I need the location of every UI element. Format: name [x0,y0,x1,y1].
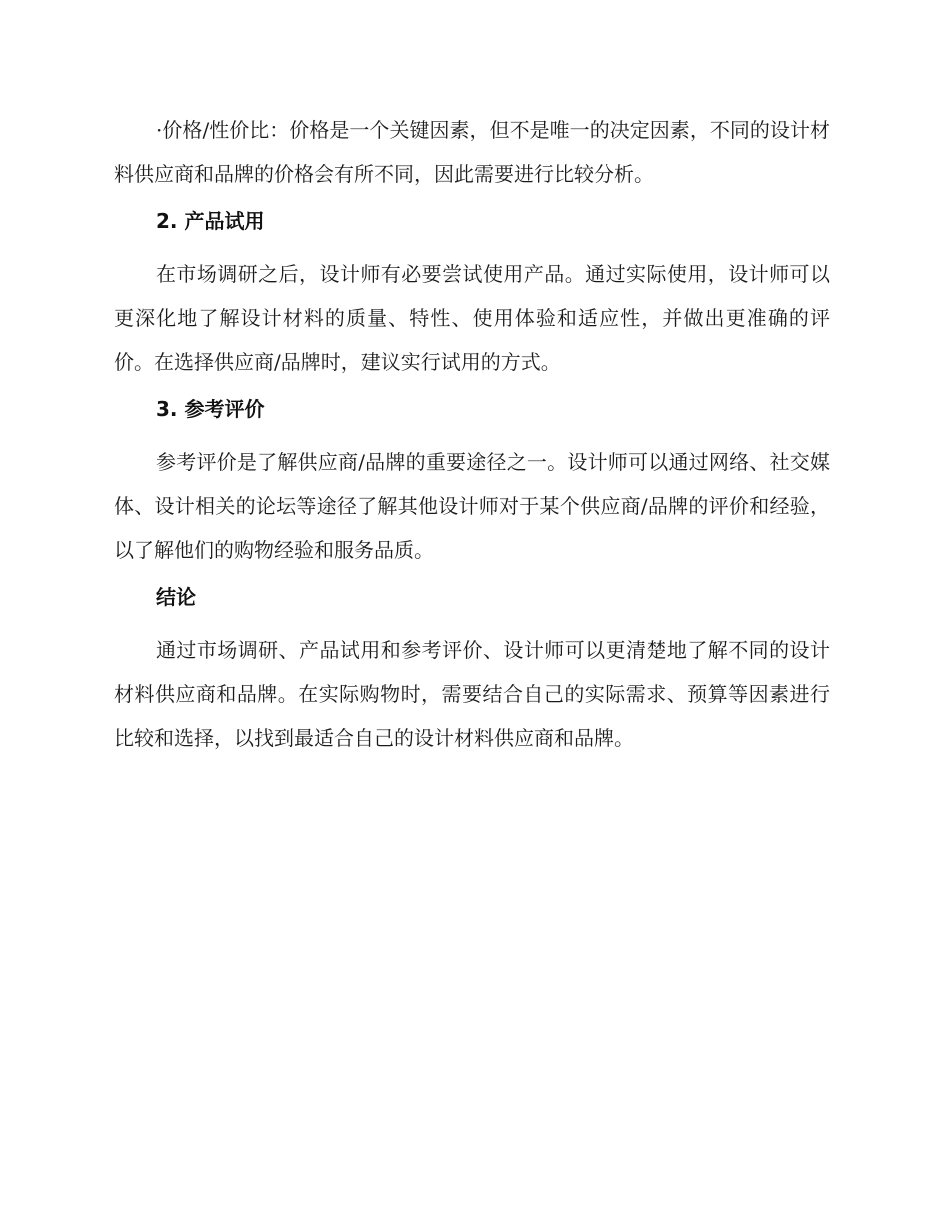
bullet-mark: · [156,118,163,142]
section-heading-reference-reviews: 3. 参考评价 [156,397,265,421]
bullet-paragraph-text: 价格/性价比：价格是一个关键因素，但不是唯一的决定因素，不同的设计材料供应商和品牌的价格会有所不同，因此需要进行比较分析。 [114,118,830,186]
section-heading-conclusion: 结论 [156,585,196,609]
section-body-reference-reviews: 参考评价是了解供应商/品牌的重要途径之一。设计师可以通过网络、社交媒体、设计相关的论坛等途径了解其他设计师对于某个供应商/品牌的评价和经验，以了解他们的购物经验和服务品质。 [114,450,830,562]
document-body [114,108,830,770]
section-body-product-trial: 在市场调研之后，设计师有必要尝试使用产品。通过实际使用，设计师可以更深化地了解设计材料的质量、特性、使用体验和适应性，并做出更准确的评价。在选择供应商/品牌时，建议实行试用的方式。 [114,262,830,374]
section-body-conclusion: 通过市场调研、产品试用和参考评价、设计师可以更清楚地了解不同的设计材料供应商和品牌。在实际购物时，需要结合自己的实际需求、预算等因素进行比较和选择，以找到最适合自己的设计材料供应商和品牌。 [114,638,830,750]
section-heading-product-trial: 2. 产品试用 [156,209,265,233]
bullet-paragraph [114,108,830,196]
